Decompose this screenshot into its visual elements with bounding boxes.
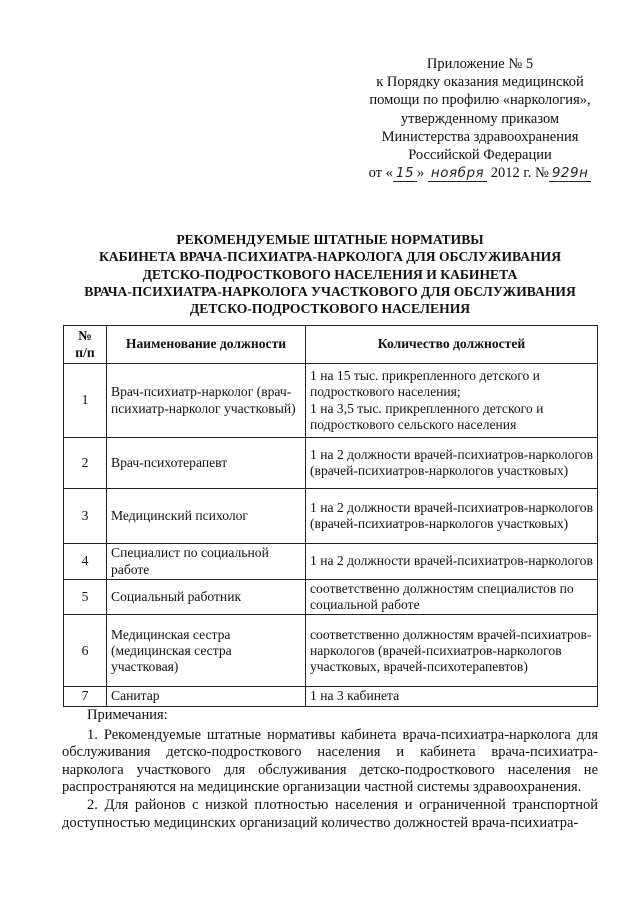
header-quantity: Количество должностей <box>306 326 598 364</box>
header-position: Наименование должности <box>107 326 306 364</box>
handwritten-day: 15 <box>393 165 417 182</box>
appendix-line: Приложение № 5 <box>426 56 534 72</box>
row-quantity: 1 на 2 должности врачей-психиатров-наркологов <box>306 544 598 580</box>
title-line: ВРАЧА-ПСИХИАТРА-НАРКОЛОГА УЧАСТКОВОГО ДЛЯ ОБСЛУЖИВАНИЯ <box>84 283 576 299</box>
handwritten-month: ноября <box>428 165 487 182</box>
row-number: 7 <box>64 687 107 706</box>
row-number: 3 <box>64 489 107 544</box>
row-quantity: 1 на 2 должности врачей-психиатров-наркологов (врачей-психиатров-наркологов участковых) <box>306 489 598 544</box>
appendix-line: Российской Федерации <box>408 147 552 164</box>
appendix-line: утвержденному приказом <box>400 110 560 127</box>
appendix-line: Министерства здравоохранения <box>381 128 579 145</box>
table-row <box>64 489 598 544</box>
row-position: Врач-психотерапевт <box>107 438 306 489</box>
title-line: КАБИНЕТА ВРАЧА-ПСИХИАТРА-НАРКОЛОГА ДЛЯ ОБСЛУЖИВАНИЯ <box>98 249 562 265</box>
date-prefix: от « <box>368 165 393 182</box>
handwritten-order-number: 929н <box>549 165 592 182</box>
note-paragraph: 1. Рекомендуемые штатные нормативы кабинета врача-психиатра-нарколога для обслуживания детско-подросткового населения и кабинета врача-психиатра-нарколога участкового для обслуживания детско-подросткового населения не распространяются на медицинские организации частной системы здравоохранения. <box>62 726 598 796</box>
appendix-header <box>345 55 615 182</box>
date-day-close: » <box>417 165 425 182</box>
row-number: 4 <box>64 544 107 580</box>
document-title <box>60 231 600 317</box>
table-row <box>64 580 598 615</box>
table-row <box>64 615 598 687</box>
table-row <box>64 364 598 438</box>
row-quantity: соответственно должностям специалистов по социальной работе <box>306 580 598 615</box>
appendix-line: к Порядку оказания медицинской <box>376 74 584 91</box>
row-number: 2 <box>64 438 107 489</box>
table-header-row <box>64 326 598 364</box>
row-position: Социальный работник <box>107 580 306 615</box>
row-number: 1 <box>64 364 107 438</box>
row-position: Санитар <box>107 687 306 706</box>
table-row <box>64 544 598 580</box>
notes-section <box>62 707 598 832</box>
appendix-date-line <box>345 164 615 182</box>
row-quantity: соответственно должностям врачей-психиатров-наркологов (врачей-психиатров-наркологов участковых, врачей-психотерапевтов) <box>306 615 598 687</box>
row-number: 6 <box>64 615 107 687</box>
row-quantity: 1 на 2 должности врачей-психиатров-наркологов (врачей-психиатров-наркологов участковых) <box>306 438 598 489</box>
notes-heading: Примечания: <box>87 707 168 723</box>
date-year: 2012 г. № <box>490 165 549 182</box>
appendix-line: помощи по профилю «наркология», <box>369 92 591 109</box>
title-line: РЕКОМЕНДУЕМЫЕ ШТАТНЫЕ НОРМАТИВЫ <box>176 232 484 247</box>
row-position: Медицинский психолог <box>107 489 306 544</box>
table-row <box>64 438 598 489</box>
row-position: Специалист по социальной работе <box>107 544 306 580</box>
staffing-table <box>63 325 598 707</box>
header-num: № п/п <box>64 326 107 364</box>
note-paragraph: 2. Для районов с низкой плотностью населения и ограниченной транспортной доступностью медицинских организаций количество должностей врача-психиатра- <box>62 796 598 831</box>
row-quantity: 1 на 3 кабинета <box>306 687 598 706</box>
row-number: 5 <box>64 580 107 615</box>
row-position: Врач-психиатр-нарколог (врач-психиатр-нарколог участковый) <box>107 364 306 438</box>
title-line: ДЕТСКО-ПОДРОСТКОВОГО НАСЕЛЕНИЯ И КАБИНЕТА <box>142 266 518 282</box>
row-position: Медицинская сестра (медицинская сестра участковая) <box>107 615 306 687</box>
table-row <box>64 687 598 706</box>
row-quantity: 1 на 15 тыс. прикрепленного детского и подросткового населения; 1 на 3,5 тыс. прикрепленного детского и подросткового сельского населения <box>306 364 598 438</box>
title-line: ДЕТСКО-ПОДРОСТКОВОГО НАСЕЛЕНИЯ <box>189 301 471 317</box>
